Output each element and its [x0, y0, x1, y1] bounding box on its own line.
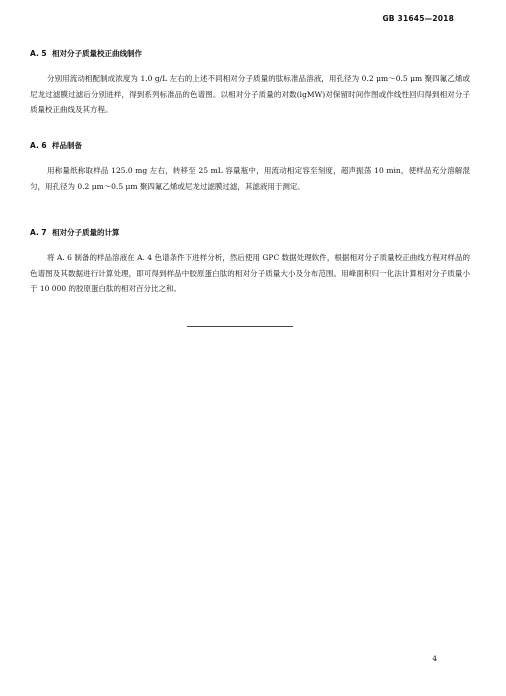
end-rule — [187, 326, 293, 327]
page-number: 4 — [432, 654, 437, 663]
section-body-a7: 将 A. 6 制备的样品溶液在 A. 4 色谱条件下进样分析，然后使用 GPC 数据处理软件，根据相对分子质量校正曲线方程对样品的色谱图及其数据进行计算处理，即可得到样品中胶原蛋白肽的相对分子质量大小及分布范围。用峰面积归一化法计算相对分子质量小于 10 000 的胶原蛋白肽的相对百分比之和。 — [30, 253, 470, 293]
section-body-a6: 用称量纸称取样品 125.0 mg 左右，转移至 25 mL 容量瓶中，用流动相定容至刻度，超声振荡 10 min，使样品充分溶解混匀，用孔径为 0.2 μm～0.5 μm 聚四氟乙烯或尼龙过滤膜过滤，其滤液用于测定。 — [30, 166, 470, 191]
section-heading-a6 — [30, 140, 82, 151]
section-heading-a7 — [30, 227, 120, 238]
section-title: 相对分子质量的计算 — [52, 228, 120, 237]
section-number: A. 7 — [30, 228, 47, 237]
section-number: A. 6 — [30, 141, 47, 150]
section-body-a5: 分别用流动相配制成浓度为 1.0 g/L 左右的上述不同相对分子质量的肽标准品溶液，用孔径为 0.2 μm～0.5 μm 聚四氟乙烯或尼龙过滤膜过滤后分别进样，得到系列标准品的色谱图。以相对分子质量的对数(lgMW)对保留时间作图或作线性回归得到相对分子质量校正曲线及其方程。 — [30, 74, 470, 114]
section-title: 相对分子质量校正曲线制作 — [52, 49, 142, 58]
standard-number: GB 31645—2018 — [382, 14, 454, 23]
section-heading-a5 — [30, 48, 142, 59]
section-title: 样品制备 — [52, 141, 82, 150]
section-number: A. 5 — [30, 49, 47, 58]
